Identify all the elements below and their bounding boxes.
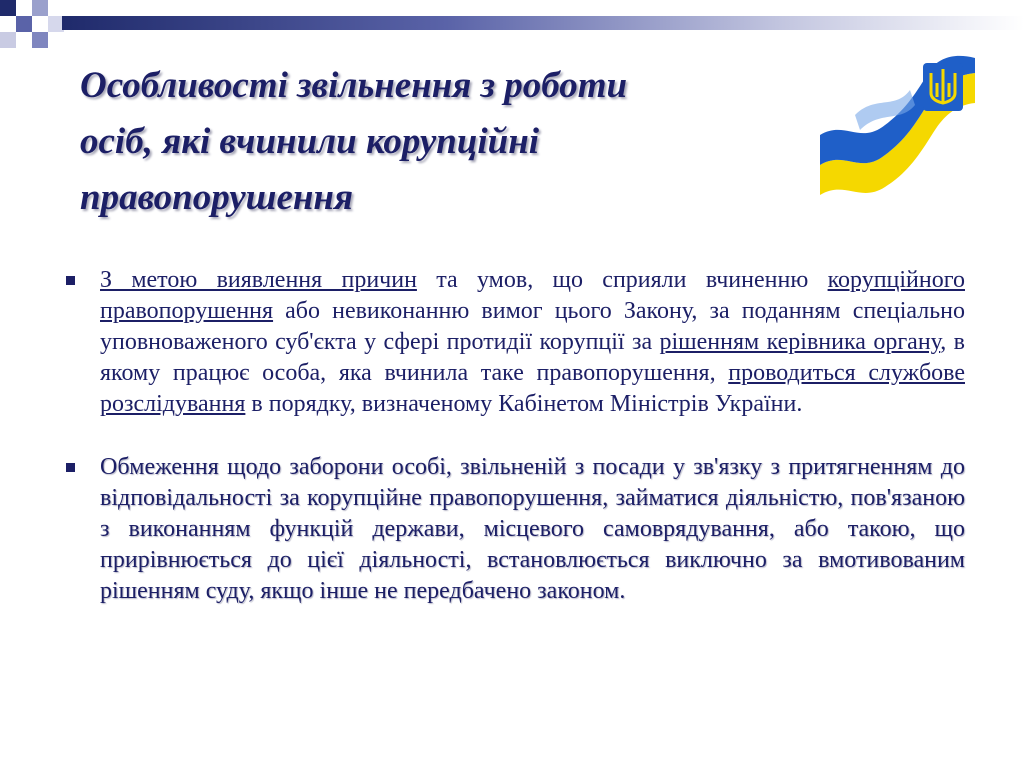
item-text: та умов, що сприяли вчиненню [416, 267, 828, 293]
hyperlink-head-decision[interactable]: рішенням керівника органу [659, 329, 941, 355]
item-text: в порядку, визначеному Кабінетом Міністрів України. [245, 391, 803, 417]
item-text: або невиконанню вимог цього Закону, за поданням спеціально уповноваженого суб'єкта у сфері протидії корупції за [100, 298, 965, 355]
hyperlink-reasons[interactable]: З метою виявлення причин [100, 267, 417, 293]
header-gradient-bar [62, 16, 1024, 30]
hyperlink-corruption-offense[interactable]: корупційного правопорушення [100, 267, 965, 324]
square-bullet-icon [66, 276, 75, 285]
corner-square [16, 16, 32, 32]
item-text: , в якому працює особа, яка вчинила таке правопорушення, [100, 329, 965, 386]
trident-icon [923, 63, 963, 111]
corner-square [0, 0, 16, 16]
bullet-item [60, 452, 965, 607]
slide-content [60, 265, 965, 639]
corner-square [32, 32, 48, 48]
bullet-item [60, 265, 965, 420]
item-text: Обмеження щодо заборони особі, звільненій з посади у зв'язку з притягненням до відповідальності за корупційне правопорушення, займатися діяльністю, пов'язаною з виконанням функцій держави, місцевого самоврядування, або такою, що прирівнюється до цієї діяльності, встановлюється виключно за вмотивованим рішенням суду, якщо інше не передбачено законом. [100, 454, 965, 604]
corner-square [32, 0, 48, 16]
corner-square [0, 32, 16, 48]
ukraine-flag-icon [815, 55, 980, 205]
hyperlink-official-investigation[interactable]: проводиться службове розслідування [100, 360, 965, 417]
slide-title: Особливості звільнення з роботи осіб, які вчинили корупційні правопорушення [80, 65, 628, 218]
square-bullet-icon [66, 463, 75, 472]
